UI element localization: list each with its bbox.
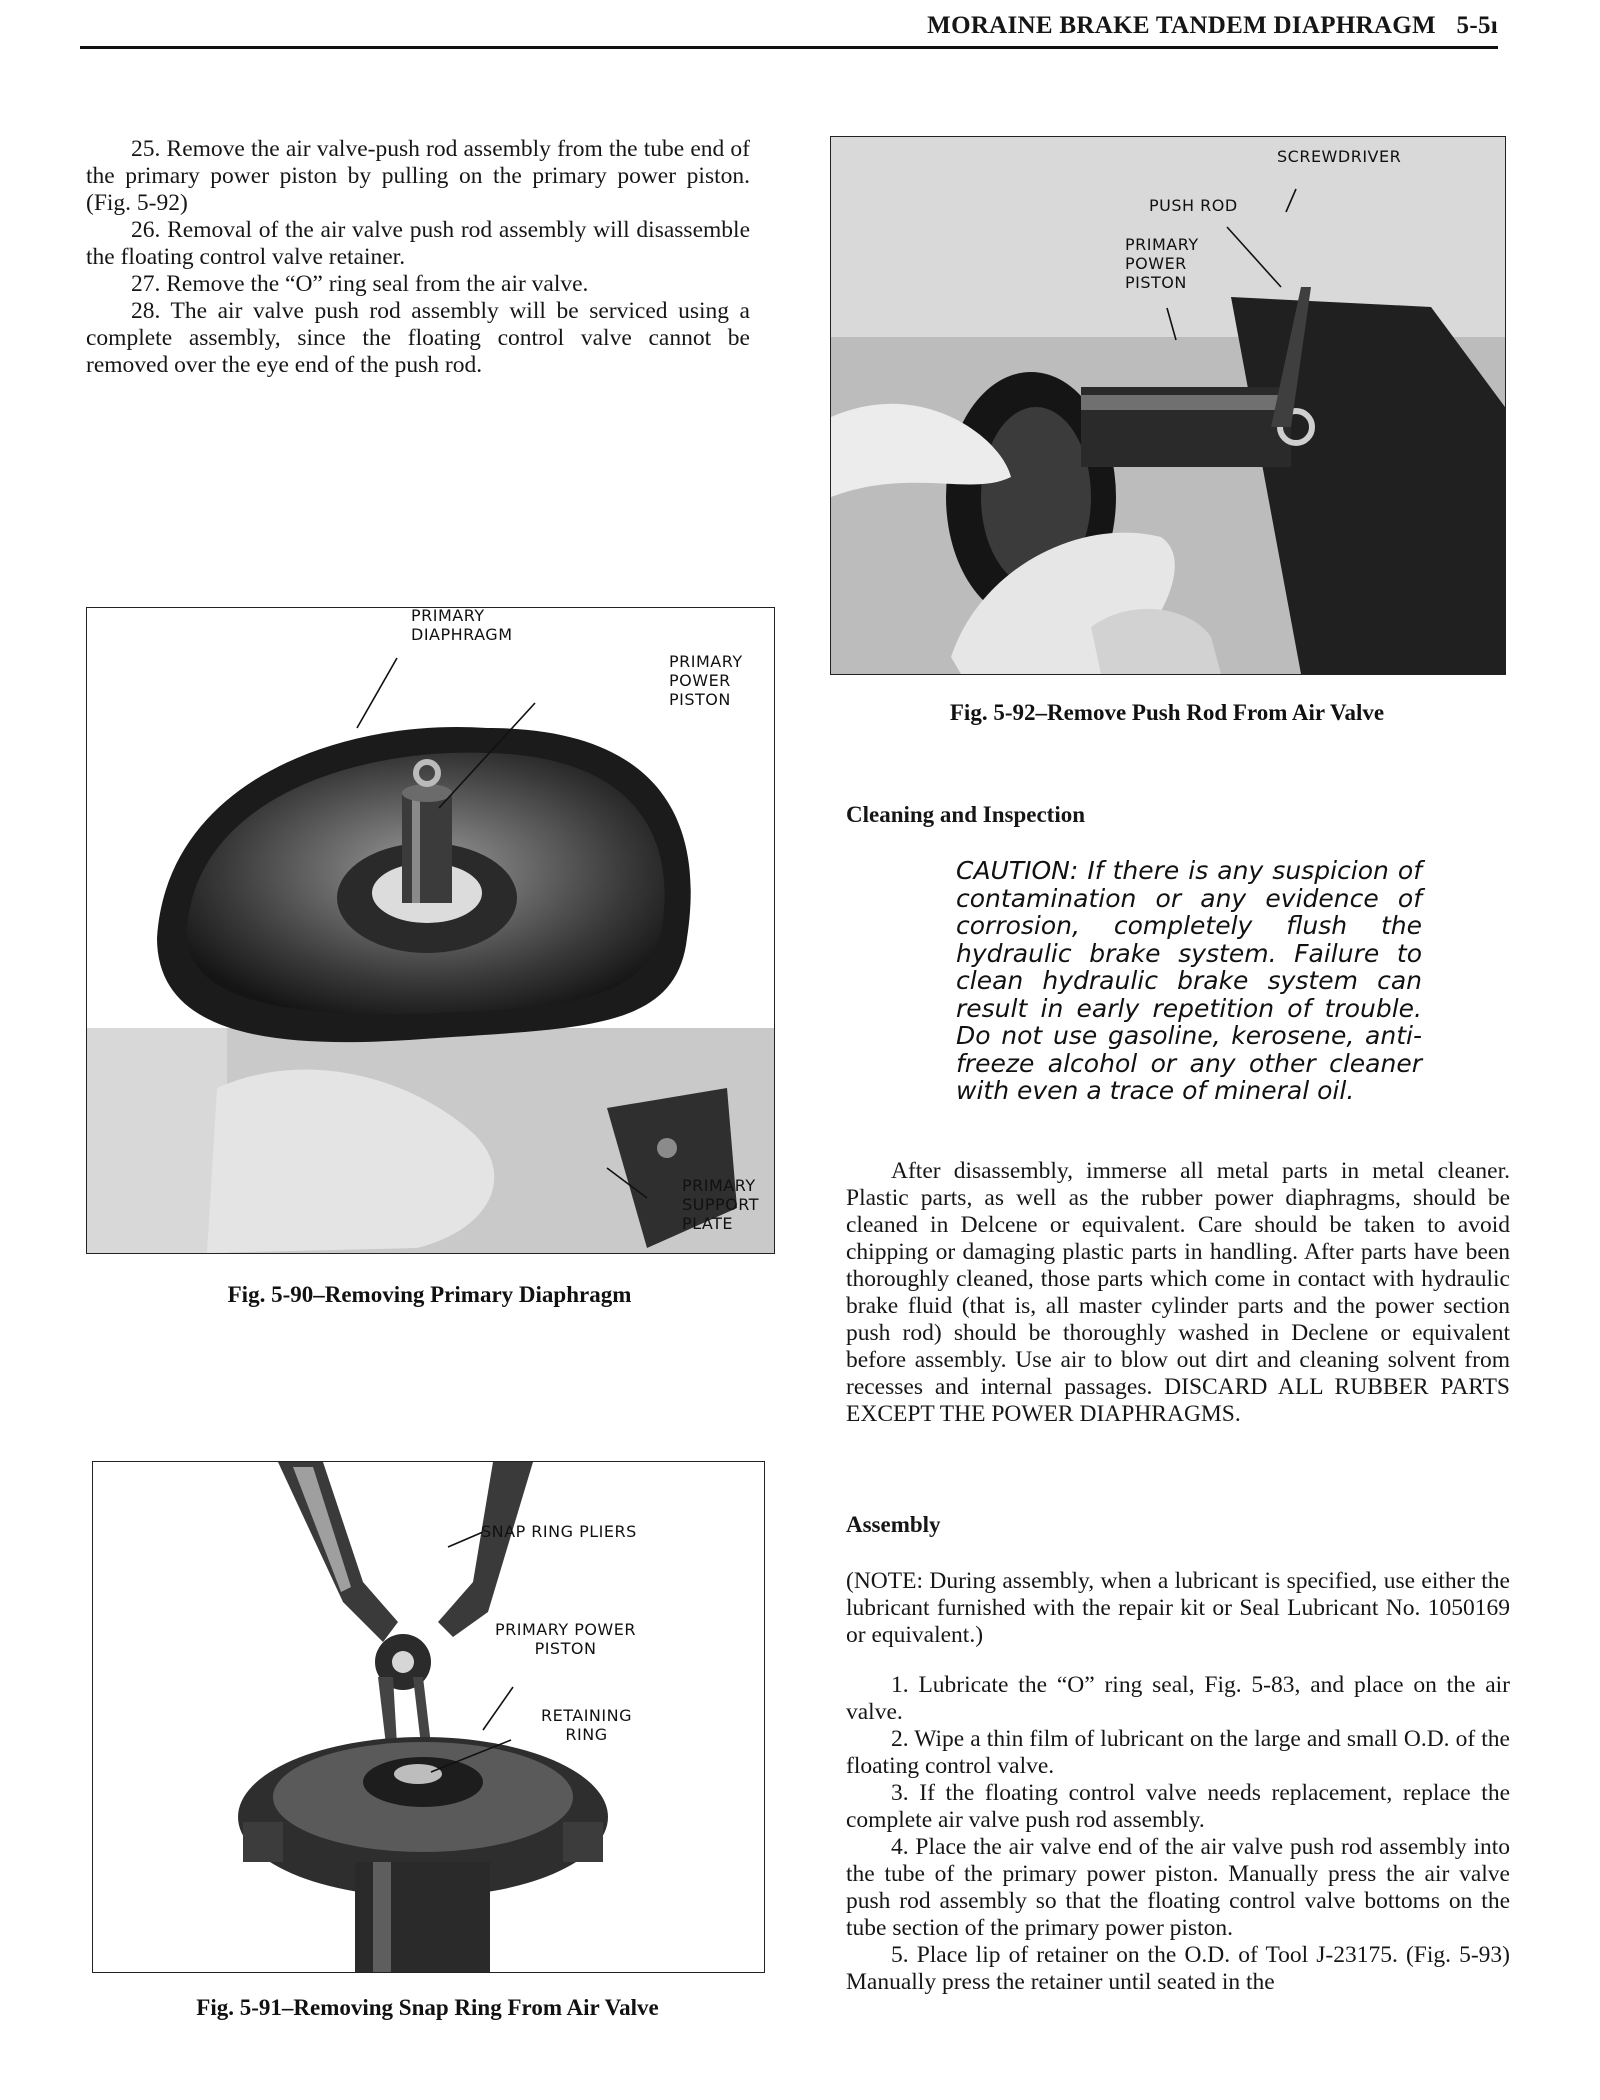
step-25: 25. Remove the air valve-push rod assembly from the tube end of the primary power piston by pulling on the primary power piston. (Fig. 5-92) [86, 136, 750, 216]
assembly-step-5: 5. Place lip of retainer on the O.D. of Tool J-23175. (Fig. 5-93) Manually press the retainer until seated in the [846, 1942, 1510, 1995]
header-title: MORAINE BRAKE TANDEM DIAPHRAGM [927, 12, 1436, 39]
fig-5-92-caption: Fig. 5-92–Remove Push Rod From Air Valve [949, 700, 1385, 725]
step-27: 27. Remove the “O” ring seal from the air valve. [131, 271, 589, 297]
label-snap-ring-pliers: SNAP RING PLIERS [481, 1522, 637, 1541]
label-primary-power-piston-92: PRIMARY POWER PISTON [1125, 235, 1199, 292]
assembly-note: (NOTE: During assembly, when a lubricant is specified, use either the lubricant furnished with the repair kit or Seal Lubricant No. 1050169 or equivalent.) [846, 1568, 1510, 1648]
fig-5-90-box [86, 607, 775, 1254]
fig-5-92-photo [831, 137, 1505, 674]
fig-5-91-caption: Fig. 5-91–Removing Snap Ring From Air Valve [196, 1995, 659, 2020]
assembly-step-3: 3. If the floating control valve needs replacement, replace the complete air valve push rod assembly. [846, 1780, 1510, 1833]
caution-text: CAUTION: If there is any suspicion of contamination or any evidence of corrosion, completely flush the hydraulic brake system. Failure to clean hydraulic brake system can result in early repetition of trouble. Do not use gasoline, kerosene, anti-freeze alcohol or any other cleaner with even a trace of mineral oil. [956, 856, 1422, 1105]
fig-5-91-photo [93, 1462, 764, 1972]
label-push-rod: PUSH ROD [1149, 196, 1238, 215]
cleaning-heading: Cleaning and Inspection [846, 802, 1086, 827]
label-primary-support-plate: PRIMARY SUPPORT PLATE [682, 1176, 759, 1233]
label-screwdriver: SCREWDRIVER [1277, 147, 1402, 166]
cleaning-paragraph-block [846, 1158, 1510, 1428]
disassembly-steps [86, 136, 750, 379]
assembly-step-4: 4. Place the air valve end of the air valve push rod assembly into the tube of the primary power piston. Manually press the air valve push rod assembly so that the floating control valve bottoms on the tube section of the primary power piston. [846, 1834, 1510, 1941]
step-26: 26. Removal of the air valve push rod assembly will disassemble the floating control valve retainer. [86, 217, 750, 270]
cleaning-paragraph: After disassembly, immerse all metal parts in metal cleaner. Plastic parts, as well as the rubber power diaphragms, should be cleaned in Delcene or equivalent. Care should be taken to avoid chipping or damaging plastic parts in handling. After parts have been thoroughly cleaned, those parts which come in contact with hydraulic brake fluid (that is, all master cylinder parts and the power section push rod) should be thoroughly washed in Declene or equivalent before assembly. Use air to blow out dirt and cleaning solvent from recesses and internal passages. DISCARD ALL RUBBER PARTS EXCEPT THE POWER DIAPHRAGMS. [846, 1158, 1510, 1427]
assembly-note-block [846, 1568, 1510, 1649]
assembly-step-1: 1. Lubricate the “O” ring seal, Fig. 5-83, and place on the air valve. [846, 1672, 1510, 1725]
label-primary-power-piston-91: PRIMARY POWER PISTON [495, 1620, 636, 1658]
label-primary-power-piston: PRIMARY POWER PISTON [669, 652, 743, 709]
label-primary-diaphragm: PRIMARY DIAPHRAGM [411, 607, 513, 644]
fig-5-92-box [830, 136, 1506, 675]
step-28: 28. The air valve push rod assembly will be serviced using a complete assembly, since the floating control valve cannot be removed over the eye end of the push rod. [86, 298, 750, 378]
header-rule [80, 46, 1498, 49]
page-number: 5-5ı [1456, 12, 1498, 39]
fig-5-91-box [92, 1461, 765, 1973]
label-retaining-ring: RETAINING RING [541, 1706, 632, 1744]
fig-5-90-caption: Fig. 5-90–Removing Primary Diaphragm [227, 1282, 632, 1307]
assembly-steps [846, 1672, 1510, 1996]
assembly-step-2: 2. Wipe a thin film of lubricant on the large and small O.D. of the floating control valve. [846, 1726, 1510, 1779]
page-header [927, 12, 1498, 40]
assembly-heading: Assembly [846, 1512, 941, 1537]
